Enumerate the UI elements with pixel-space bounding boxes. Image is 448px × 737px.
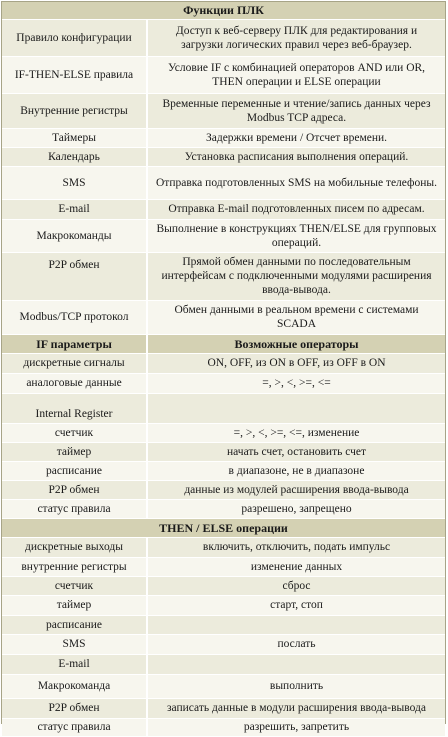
row-label: Макрокоманды [2,219,147,252]
row-label: Календарь [2,147,147,166]
row-label: Правило конфигурации [2,19,147,56]
table-row [2,442,445,461]
table-row [2,499,445,518]
plc-functions-table [1,1,446,733]
row-label: аналоговые данные [2,373,147,393]
row-label: Внутренние регистры [2,93,147,128]
column-header-if-parameters: IF параметры [2,334,147,353]
row-value: выполнить [147,674,445,698]
row-label: E-mail [2,199,147,219]
row-value [147,654,445,674]
table-row [2,576,445,595]
row-label: Таймеры [2,128,147,147]
table-row [2,595,445,615]
table-row [2,93,445,128]
table-row [2,373,445,393]
table-row [2,423,445,442]
row-label: дискретные сигналы [2,353,147,373]
row-label: SMS [2,634,147,654]
row-value: старт, стоп [147,595,445,615]
table-row [2,393,445,423]
row-value: =, >, <, >=, <=, изменение [147,423,445,442]
table-row [2,718,445,736]
row-label: Modbus/TCP протокол [2,300,147,334]
table-row [2,19,445,56]
row-label: счетчик [2,423,147,442]
row-value: в диапазоне, не в диапазоне [147,461,445,480]
table-row [2,147,445,166]
row-label: IF-THEN-ELSE правила [2,56,147,93]
row-value: Отправка подготовленных SMS на мобильные телефоны. [147,166,445,199]
table-row [2,128,445,147]
row-value: сброс [147,576,445,595]
functions-table [2,2,445,737]
table-row [2,219,445,252]
table-row [2,557,445,576]
table-row [2,674,445,698]
table-row [2,698,445,718]
row-label: таймер [2,442,147,461]
section-header-then-else [2,518,445,537]
table-row [2,654,445,674]
column-header-operators: Возможные операторы [147,334,445,353]
row-label: счетчик [2,576,147,595]
table-row [2,252,445,300]
row-value: ON, OFF, из ON в OFF, из OFF в ON [147,353,445,373]
section-title: Функции ПЛК [2,2,445,19]
row-label: P2P обмен [2,480,147,499]
row-value: Обмен данными в реальном времени с системами SCADA [147,300,445,334]
row-label: P2P обмен [2,698,147,718]
row-label: Макрокоманда [2,674,147,698]
row-label: статус правила [2,499,147,518]
row-label: дискретные выходы [2,537,147,557]
row-label: расписание [2,615,147,634]
row-value: записать данные в модули расширения ввода-вывода [147,698,445,718]
table-row [2,615,445,634]
table-row [2,56,445,93]
row-value: =, >, <, >=, <= [147,373,445,393]
row-value: изменение данных [147,557,445,576]
section-header-plc-functions [2,2,445,19]
row-value [147,615,445,634]
row-value: послать [147,634,445,654]
row-label: E-mail [2,654,147,674]
table-row [2,300,445,334]
row-value: Временные переменные и чтение/запись данных через Modbus TCP адреса. [147,93,445,128]
section-title: THEN / ELSE операции [2,518,445,537]
table-row [2,480,445,499]
table-row [2,634,445,654]
row-value: Условие IF с комбинацией операторов AND или OR, THEN операции и ELSE операции [147,56,445,93]
row-label: P2P обмен [2,252,147,300]
row-value [147,393,445,423]
row-label: статус правила [2,718,147,736]
row-value: Задержки времени / Отсчет времени. [147,128,445,147]
row-value: Прямой обмен данными по последовательным интерфейсам с подключенными модулями расширения ввода-вывода. [147,252,445,300]
table-row [2,353,445,373]
row-value: разрешить, запретить [147,718,445,736]
row-value: Установка расписания выполнения операций. [147,147,445,166]
table-row [2,199,445,219]
row-value: начать счет, остановить счет [147,442,445,461]
row-label: SMS [2,166,147,199]
table-row [2,461,445,480]
row-value: Доступ к веб-серверу ПЛК для редактирования и загрузки логических правил через веб-браузер. [147,19,445,56]
row-value: разрешено, запрещено [147,499,445,518]
row-label: таймер [2,595,147,615]
row-value: включить, отключить, подать импульс [147,537,445,557]
table-row [2,537,445,557]
row-value: Отправка E-mail подготовленных писем по адресам. [147,199,445,219]
row-label: расписание [2,461,147,480]
row-value: Выполнение в конструкциях THEN/ELSE для групповых операций. [147,219,445,252]
row-value: данные из модулей расширения ввода-вывода [147,480,445,499]
row-label: внутренние регистры [2,557,147,576]
row-label: Internal Register [2,393,147,423]
table-row [2,166,445,199]
section-header-if-parameters [2,334,445,353]
